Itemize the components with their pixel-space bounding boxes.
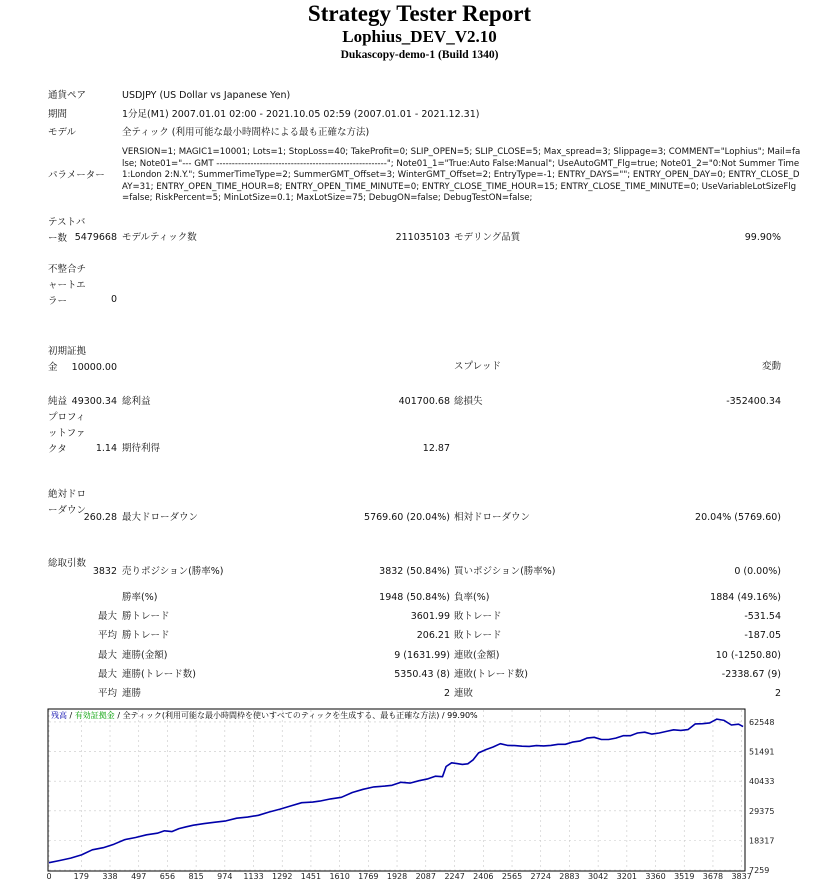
legend-sep-3: / xyxy=(439,711,448,720)
x-tick-label: 3678 xyxy=(702,872,724,881)
ticks-value: 211035103 xyxy=(395,232,450,243)
period-label: 期間 xyxy=(48,109,68,120)
long-label: 買いポジション(勝率%) xyxy=(454,566,556,577)
gross-loss-label: 総損失 xyxy=(454,396,483,407)
legend-sep-2: / xyxy=(114,711,123,720)
largest-win-value: 3601.99 xyxy=(410,611,450,622)
loss-value: 1884 (49.16%) xyxy=(710,592,781,603)
loss-label: 負率(%) xyxy=(454,592,490,603)
cons-wins-label: 連勝(金額) xyxy=(122,650,168,661)
x-tick-label: 0 xyxy=(46,872,52,881)
avg-loss-label: 敗トレード xyxy=(454,630,502,641)
max-dd-value: 5769.60 (20.04%) xyxy=(364,512,450,523)
avg-cons-wins-value: 2 xyxy=(443,688,450,699)
max-word-2: 最大 xyxy=(97,650,117,661)
params-label: パラメーター xyxy=(48,170,105,181)
report-title: Strategy Tester Report xyxy=(307,1,532,26)
avg-word-1: 平均 xyxy=(97,630,117,641)
rel-dd-value: 20.04% (5769.60) xyxy=(695,512,781,523)
x-tick-label: 1451 xyxy=(300,872,322,881)
legend-equity: 有効証拠金 xyxy=(74,711,115,720)
win-value: 1948 (50.84%) xyxy=(379,592,450,603)
params-value: VERSION=1; MAGIC1=10001; Lots=1; StopLoss=40; TakeProfit=0; SLIP_OPEN=5; SLIP_CLOSE=5; Max_spread=3; Slippage=3; COMMENT="Lophius"; Mail=false; Note01="--- GMT -------------------------------------------------------"; Note01_1="True:Auto False:Manual"; UseAutoGMT_Flg=true; Note01_2="0:Not Summer Time 1:London 2:N.Y."; SummerTimeType=2; SummerGMT_Offset=3; WinterGMT_Offset=2; EntryType=-1; ENTRY_DAYS=""; ENTRY_OPEN_DAY=0; ENTRY_CLOSE_DAY=31; ENTRY_OPEN_TIME_HOUR=8; ENTRY_OPEN_TIME_MINUTE=0; ENTRY_CLOSE_TIME_HOUR=15; ENTRY_CLOSE_TIME_MINUTE=0; UseVariableLotSizeFlg=false; RiskPercent=5; MinLotSize=0.1; MaxLotSize=75; DebugON=false; DebugTestON=false; xyxy=(122,147,801,204)
pf-value: 1.14 xyxy=(95,443,117,454)
spread-label: スプレッド xyxy=(454,361,502,372)
short-value: 3832 (50.84%) xyxy=(379,566,450,577)
avg-word-2: 平均 xyxy=(97,688,117,699)
trades-label: 総取引数 xyxy=(48,558,87,569)
pair-label: 通貨ペア xyxy=(48,90,87,101)
model-value: 全ティック (利用可能な最小時間枠による最も正確な方法) xyxy=(122,127,370,138)
x-tick-label: 2247 xyxy=(444,872,465,881)
period-value: 1分足(M1) 2007.01.01 02:00 - 2021.10.05 02:59 (2007.01.01 - 2021.12.31) xyxy=(122,109,480,120)
expected-label: 期待利得 xyxy=(122,443,161,454)
x-tick-label: 2406 xyxy=(473,872,494,881)
legend-quality: 99.90% xyxy=(447,711,478,720)
x-tick-label: 3837 xyxy=(731,872,752,881)
pair-value: USDJPY (US Dollar vs Japanese Yen) xyxy=(122,90,291,101)
deposit-value: 10000.00 xyxy=(71,362,117,373)
largest-loss-value: -531.54 xyxy=(744,611,781,622)
y-tick-label: 40433 xyxy=(749,777,775,787)
largest-win-label: 勝トレード xyxy=(122,611,170,622)
cons-profit-value: 5350.43 (8) xyxy=(394,669,450,680)
ticks-label: モデルティック数 xyxy=(122,232,197,243)
pf-label: プロフィットファクタ xyxy=(48,412,86,455)
x-tick-label: 1769 xyxy=(358,872,379,881)
ea-name: Lophius_DEV_V2.10 xyxy=(342,27,497,46)
mismatch-label: 不整合チャートエラー xyxy=(48,264,87,307)
y-tick-label: 7259 xyxy=(749,866,770,875)
cons-loss-label: 連敗(トレード数) xyxy=(454,669,528,680)
avg-loss-value: -187.05 xyxy=(744,630,781,641)
x-tick-label: 815 xyxy=(188,872,204,881)
model-label: モデル xyxy=(48,127,77,138)
long-value: 0 (0.00%) xyxy=(734,566,781,577)
legend-sep-1: / xyxy=(67,711,75,720)
bars-value: 5479668 xyxy=(74,232,117,243)
gross-profit-value: 401700.68 xyxy=(398,396,450,407)
max-word-1: 最大 xyxy=(97,611,117,622)
x-tick-label: 497 xyxy=(131,872,147,881)
avg-win-value: 206.21 xyxy=(416,630,450,641)
x-tick-label: 3360 xyxy=(645,872,666,881)
largest-loss-label: 敗トレード xyxy=(454,611,502,622)
cons-losses-label: 連敗(金額) xyxy=(454,650,500,661)
rel-dd-label: 相対ドローダウン xyxy=(454,512,531,523)
x-tick-label: 1133 xyxy=(243,872,264,881)
x-tick-label: 3042 xyxy=(587,872,609,881)
cons-wins-value: 9 (1631.99) xyxy=(394,650,450,661)
quality-label: モデリング品質 xyxy=(454,232,521,243)
x-tick-label: 1610 xyxy=(329,872,350,881)
x-tick-label: 2883 xyxy=(559,872,580,881)
avg-cons-losses-label: 連敗 xyxy=(454,688,474,699)
quality-value: 99.90% xyxy=(744,232,781,243)
net-value: 49300.34 xyxy=(71,396,117,407)
legend-model: 全ティック(利用可能な最小時間枠を使いすべてのティックを生成する、最も正確な方法) xyxy=(122,711,440,720)
expected-value: 12.87 xyxy=(422,443,450,454)
cons-profit-label: 連勝(トレード数) xyxy=(122,669,196,680)
mismatch-value: 0 xyxy=(110,294,117,305)
y-tick-label: 51491 xyxy=(749,747,775,757)
x-tick-label: 338 xyxy=(102,872,118,881)
max-dd-label: 最大ドローダウン xyxy=(122,512,199,523)
balance-chart xyxy=(0,704,839,886)
deposit-label: 初期証拠金 xyxy=(48,346,87,373)
avg-cons-losses-value: 2 xyxy=(774,688,781,699)
spread-value: 変動 xyxy=(761,361,781,372)
win-label: 勝率(%) xyxy=(122,592,158,603)
x-tick-label: 179 xyxy=(73,872,89,881)
y-tick-label: 29375 xyxy=(749,806,775,816)
abs-dd-value: 260.28 xyxy=(83,512,117,523)
x-tick-label: 3519 xyxy=(674,872,695,881)
x-tick-label: 1928 xyxy=(386,872,408,881)
x-tick-label: 3201 xyxy=(616,872,638,881)
y-axis-ticks xyxy=(749,718,774,875)
legend-balance: 残高 xyxy=(51,711,67,720)
x-tick-label: 2087 xyxy=(415,872,436,881)
net-label: 純益 xyxy=(48,396,68,407)
bars-label: テストバー数 xyxy=(48,217,86,244)
x-tick-label: 2724 xyxy=(530,872,551,881)
x-tick-label: 2565 xyxy=(501,872,523,881)
cons-losses-value: 10 (-1250.80) xyxy=(715,650,781,661)
x-axis-ticks xyxy=(46,872,751,881)
gross-profit-label: 総利益 xyxy=(122,396,151,407)
server-name: Dukascopy-demo-1 (Build 1340) xyxy=(340,49,499,61)
max-word-3: 最大 xyxy=(97,669,117,680)
trades-value: 3832 xyxy=(92,566,117,577)
y-tick-label: 62548 xyxy=(749,717,775,727)
short-label: 売りポジション(勝率%) xyxy=(122,566,224,577)
cons-loss-value: -2338.67 (9) xyxy=(721,669,781,680)
chart-legend xyxy=(51,710,478,720)
abs-dd-label: 絶対ドローダウン xyxy=(48,489,87,516)
x-tick-label: 656 xyxy=(159,872,176,881)
y-tick-label: 18317 xyxy=(749,836,775,846)
gross-loss-value: -352400.34 xyxy=(726,396,781,407)
avg-win-label: 勝トレード xyxy=(122,630,170,641)
x-tick-label: 1292 xyxy=(272,872,293,881)
x-tick-label: 974 xyxy=(217,872,233,881)
avg-cons-wins-label: 連勝 xyxy=(122,688,142,699)
